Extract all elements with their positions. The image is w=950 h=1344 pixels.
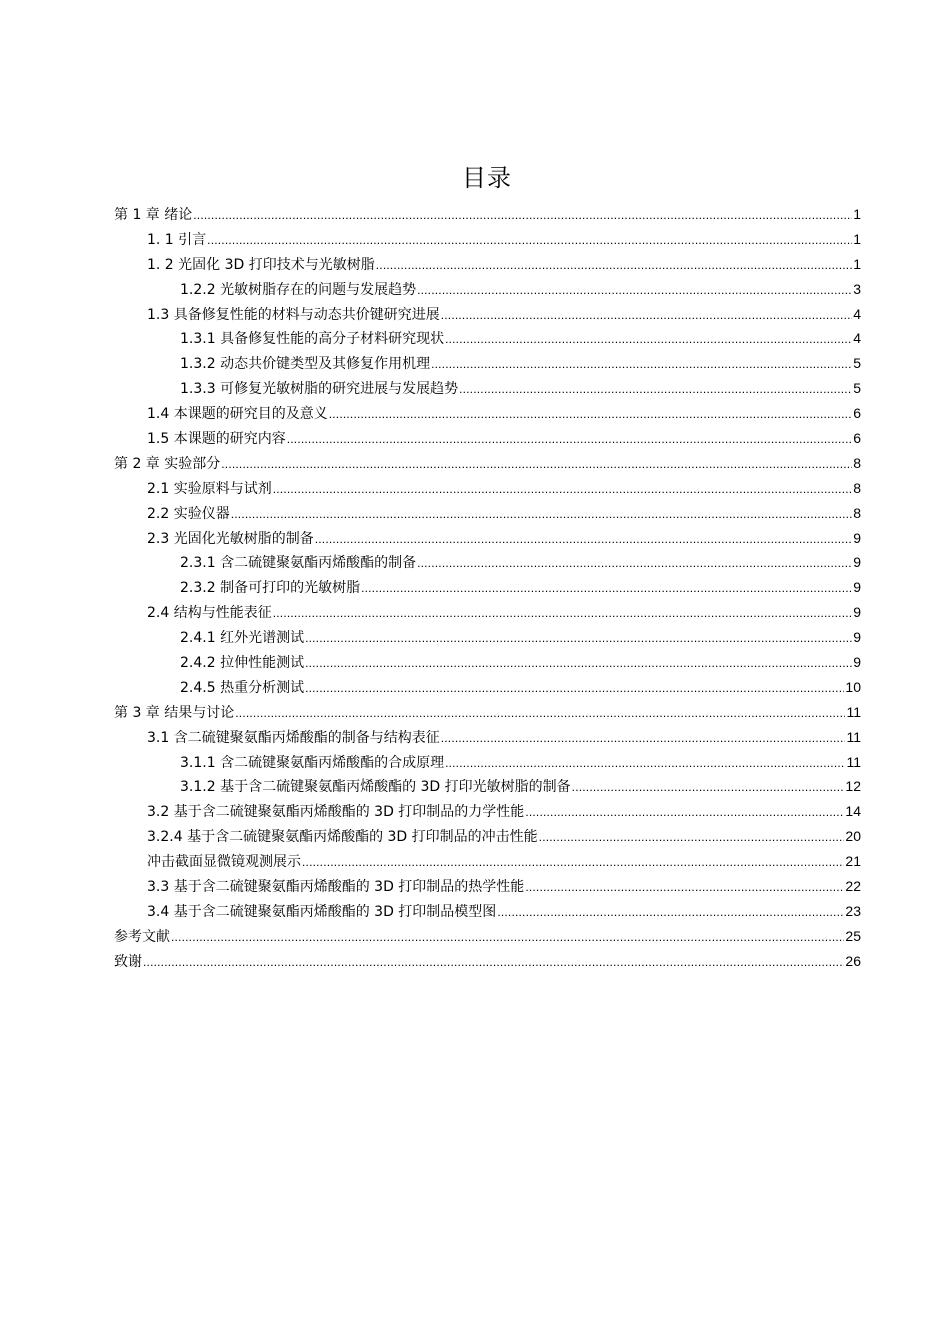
toc-entry-title: 2.3 光固化光敏树脂的制备 [147,530,314,547]
toc-entry[interactable] [114,302,861,327]
toc-dot-leader [143,950,844,975]
toc-dot-leader [305,651,852,676]
toc-dot-leader [525,800,844,825]
toc-dot-leader [445,751,845,776]
toc-dot-leader [441,726,846,751]
toc-entry-title: 第 2 章 实验部分 [114,455,221,472]
toc-entry-title: 1.3.1 具备修复性能的高分子材料研究现状 [180,331,445,348]
toc-page-number: 21 [845,853,861,870]
toc-dot-leader [315,527,852,552]
toc-entry-title: 1. 2 光固化 3D 打印技术与光敏树脂 [147,256,375,273]
toc-entry[interactable] [114,949,861,974]
toc-entry[interactable] [114,700,861,725]
toc-dot-leader [417,278,852,303]
toc-page-number: 5 [853,355,861,372]
toc-dot-leader [305,626,852,651]
toc-page-number: 25 [845,927,861,944]
toc-page-number: 12 [845,778,861,795]
toc-entry[interactable] [114,849,861,874]
toc-dot-leader [273,477,852,502]
toc-page-number: 11 [846,703,861,720]
toc-entry[interactable] [114,401,861,426]
toc-dot-leader [221,452,852,477]
toc-entry-title: 参考文献 [114,928,170,945]
toc-entry-title: 1. 1 引言 [147,231,207,248]
toc-page-number: 1 [853,255,861,272]
toc-page-number: 9 [853,654,861,671]
toc-entry-title: 1.3.2 动态共价键类型及其修复作用机理 [180,356,431,373]
toc-entry-title: 1.3.3 可修复光敏树脂的研究进展与发展趋势 [180,381,459,398]
toc-entry[interactable] [114,227,861,252]
toc-entry[interactable] [114,277,861,302]
toc-entry-title: 3.1 含二硫键聚氨酯丙烯酸酯的制备与结构表征 [147,729,440,746]
toc-entry-title: 2.4 结构与性能表征 [147,605,272,622]
toc-dot-leader [431,352,852,377]
toc-dot-leader [273,601,852,626]
toc-entry-title: 1.4 本课题的研究目的及意义 [147,406,328,423]
toc-dot-leader [231,502,852,527]
toc-page-number: 9 [853,629,861,646]
toc-entry-title: 3.4 基于含二硫键聚氨酯丙烯酸酯的 3D 打印制品模型图 [147,903,497,920]
toc-page-number: 11 [846,728,861,745]
toc-page-number: 8 [853,504,861,521]
toc-dot-leader [302,850,844,875]
toc-page-number: 6 [853,430,861,447]
toc-entry[interactable] [114,501,861,526]
toc-entry[interactable] [114,899,861,924]
toc-page-number: 14 [845,803,861,820]
toc-dot-leader [525,875,844,900]
toc-entry[interactable] [114,600,861,625]
toc-page-number: 9 [853,554,861,571]
toc-entry-title: 2.4.2 拉伸性能测试 [180,655,305,672]
toc-entry[interactable] [114,326,861,351]
toc-entry[interactable] [114,575,861,600]
toc-page-number: 6 [853,405,861,422]
toc-entry[interactable] [114,252,861,277]
toc-entry[interactable] [114,824,861,849]
toc-page-number: 10 [845,678,861,695]
toc-dot-leader [497,900,844,925]
toc-entry-title: 2.1 实验原料与试剂 [147,480,272,497]
toc-page-number: 4 [853,330,861,347]
toc-entry[interactable] [114,750,861,775]
toc-page-number: 9 [853,604,861,621]
toc-entry-title: 1.2.2 光敏树脂存在的问题与发展趋势 [180,281,417,298]
toc-page-number: 23 [845,902,861,919]
toc-entry[interactable] [114,675,861,700]
toc-dot-leader [207,228,852,253]
toc-page-number: 4 [853,305,861,322]
toc-dot-leader [459,377,852,402]
toc-dot-leader [361,576,852,601]
toc-entry[interactable] [114,526,861,551]
toc-page-number: 5 [853,380,861,397]
toc-page-number: 20 [845,828,861,845]
toc-entry-title: 冲击截面显微镜观测展示 [147,854,301,871]
toc-page-number: 8 [853,454,861,471]
toc-dot-leader [572,775,845,800]
toc-entry-title: 致谢 [114,953,142,970]
toc-entry[interactable] [114,476,861,501]
toc-page-number: 9 [853,579,861,596]
toc-entry[interactable] [114,351,861,376]
toc-page-number: 26 [845,952,861,969]
toc-entry-title: 第 1 章 绪论 [114,207,193,223]
toc-entry-title: 2.2 实验仪器 [147,505,230,522]
toc-entry[interactable] [114,625,861,650]
toc-entry[interactable] [114,426,861,451]
toc-entry-title: 3.3 基于含二硫键聚氨酯丙烯酸酯的 3D 打印制品的热学性能 [147,879,525,896]
toc-entry[interactable] [114,202,861,227]
table-of-contents [114,202,861,974]
toc-entry[interactable] [114,874,861,899]
toc-entry[interactable] [114,924,861,949]
toc-entry[interactable] [114,376,861,401]
toc-entry[interactable] [114,451,861,476]
toc-entry[interactable] [114,774,861,799]
toc-entry-title: 3.1.2 基于含二硫键聚氨酯丙烯酸酯的 3D 打印光敏树脂的制备 [180,779,571,796]
toc-entry-title: 3.2.4 基于含二硫键聚氨酯丙烯酸酯的 3D 打印制品的冲击性能 [147,829,538,846]
toc-dot-leader [235,701,845,726]
toc-dot-leader [441,303,852,328]
toc-entry[interactable] [114,550,861,575]
toc-entry-title: 2.3.2 制备可打印的光敏树脂 [180,580,361,597]
toc-dot-leader [329,402,852,427]
toc-entry[interactable] [114,799,861,824]
toc-entry[interactable] [114,725,861,750]
toc-dot-leader [305,676,844,701]
toc-dot-leader [193,203,852,228]
toc-page-number: 9 [853,529,861,546]
toc-entry-title: 2.4.1 红外光谱测试 [180,630,305,647]
toc-page-number: 11 [846,753,861,770]
toc-page-number: 22 [845,878,861,895]
toc-entry-title: 1.3 具备修复性能的材料与动态共价键研究进展 [147,306,440,323]
toc-page-number: 1 [853,230,861,247]
toc-entry-title: 第 3 章 结果与讨论 [114,704,235,721]
toc-dot-leader [171,925,844,950]
toc-dot-leader [539,825,845,850]
toc-entry[interactable] [114,650,861,675]
toc-title: 目录 [462,164,512,192]
toc-dot-leader [287,427,852,452]
toc-page-number: 8 [853,479,861,496]
toc-page-number: 3 [853,280,861,297]
toc-dot-leader [417,551,852,576]
toc-entry-title: 3.1.1 含二硫键聚氨酯丙烯酸酯的合成原理 [180,754,445,771]
toc-page-number: 1 [853,206,861,222]
toc-entry-title: 2.3.1 含二硫键聚氨酯丙烯酸酯的制备 [180,555,417,572]
toc-entry-title: 3.2 基于含二硫键聚氨酯丙烯酸酯的 3D 打印制品的力学性能 [147,804,525,821]
toc-dot-leader [376,253,852,278]
toc-dot-leader [445,327,852,352]
toc-entry-title: 1.5 本课题的研究内容 [147,431,286,448]
toc-entry-title: 2.4.5 热重分析测试 [180,679,305,696]
